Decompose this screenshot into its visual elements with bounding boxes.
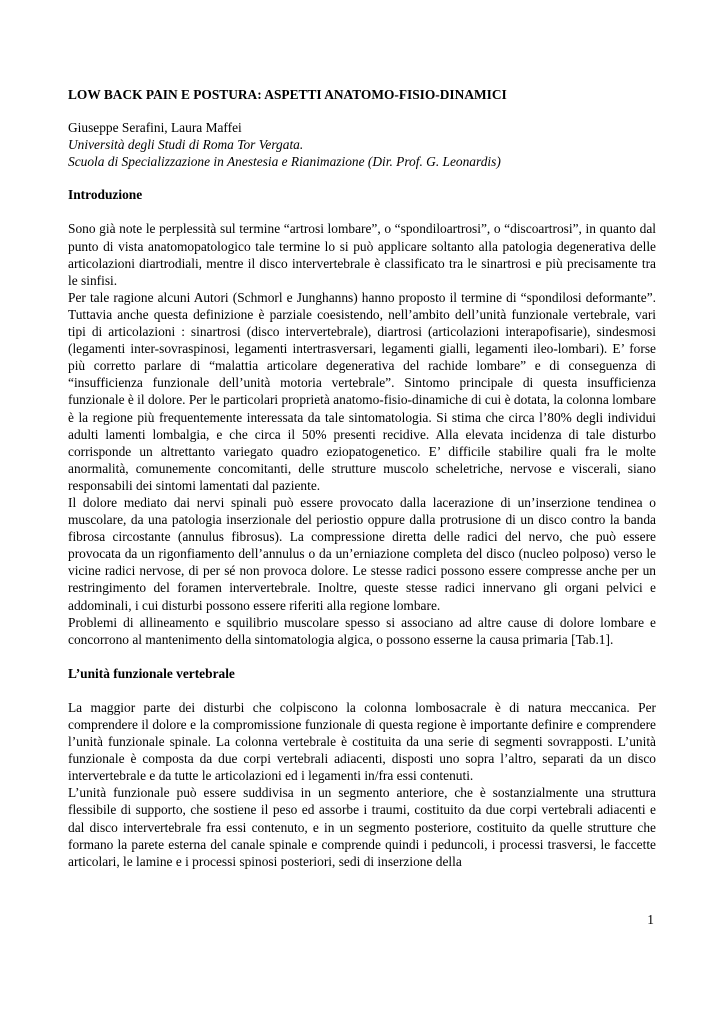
page-number: 1 bbox=[647, 912, 654, 927]
affiliation-university: Università degli Studi di Roma Tor Vergata. bbox=[68, 137, 304, 153]
paragraph: L’unità funzionale può essere suddivisa in un segmento anteriore, che è sostanzialmente una struttura flessibile di supporto, che sostiene il peso ed assorbe i traumi, costituito da due corpi vertebrali adiacenti e dal disco intervertebrale fra essi contenuto, e in un segmento posteriore, costituito da quelle strutture che formano la parete esterna del canale spinale e comprende quindi i peduncoli, i processi trasversi, le faccette articolari, le lamine e i processi spinosi posteriori, sedi di inserzione della bbox=[68, 785, 656, 869]
section-heading-introduzione: Introduzione bbox=[68, 187, 143, 203]
section-heading-unita-funzionale: L’unità funzionale vertebrale bbox=[68, 665, 235, 681]
paragraph: Il dolore mediato dai nervi spinali può essere provocato dalla lacerazione di un’inserzione tendinea o muscolare, da una patologia inserzionale del periostio oppure dalla protrusione di un disco contro la banda fibrosa circostante (annulus fibrosus). La compressione diretta delle radici del nervo, che può essere provocata da un rigonfiamento dell’annulus o da un’erniazione completa del disco (nucleo polposo) verso le vicine radici nervose, di per sé non provoca dolore. Le stesse radici possono essere compresse anche per un restringimento del foramen intervertebrale. Inoltre, queste stesse radici innervano gli organi pelvici e addominali, i cui disturbi possono essere riferiti alla regione lombare. bbox=[68, 494, 656, 613]
affiliation-school: Scuola di Specializzazione in Anestesia e Rianimazione (Dir. Prof. G. Leonardis) bbox=[68, 154, 501, 170]
paragraph: Sono già note le perplessità sul termine “artrosi lombare”, o “spondiloartrosi”, o “discoartrosi”, in quanto dal punto di vista anatomopatologico tale termine lo si può applicare soltanto alla patologia degenerativa delle articolazioni diartrodiali, mentre il disco intervertebrale è classificato tra le sinartrosi e più precisamente tra le sinfisi. bbox=[68, 221, 656, 288]
paragraph: Per tale ragione alcuni Autori (Schmorl e Junghanns) hanno proposto il termine di “spondilosi deformante”. Tuttavia anche questa definizione è parziale coesistendo, nell’ambito dell’unità funzionale vertebrale, vari tipi di articolazioni : sinartrosi (disco intervertebrale), diartrosi (articolazioni interapofisarie), sindesmosi (legamenti inter-sovraspinosi, legamenti intertrasversari, legamenti gialli, legamenti ileo-lombari). E’ forse più corretto parlare di “malattia articolare degenerativa del rachide lombare” e di conseguenza di “insufficienza funzionale dell’unità motoria vertebrale”. Sintomo principale di questa insufficienza funzionale è il dolore. Per le particolari proprietà anatomo-fisio-dinamiche di cui è dotata, la colonna lombare è la regione più frequentemente interessata da tale sintomatologia. Si stima che circa l’80% degli individui adulti lamenti lombalgia, e che circa il 50% presenti recidive. Alla elevata incidenza di tale disturbo corrisponde un altrettanto variegato quadro eziopatogenetico. E’ difficile stabilire quali fra le molte anormalità, comunemente concomitanti, delle strutture muscolo scheletriche, nervose e viscerali, siano responsabili dei sintomi lamentati dal paziente. bbox=[68, 289, 656, 493]
authors-line: Giuseppe Serafini, Laura Maffei bbox=[68, 120, 242, 136]
document-title: LOW BACK PAIN E POSTURA: ASPETTI ANATOMO-FISIO-DINAMICI bbox=[68, 87, 507, 102]
paragraph: La maggior parte dei disturbi che colpiscono la colonna lombosacrale è di natura meccanica. Per comprendere il dolore e la compromissione funzionale di questa regione è importante definire e comprendere l’unità funzionale spinale. La colonna vertebrale è costituita da una serie di segmenti sovrapposti. L’unità funzionale è composta da due corpi vertebrali adiacenti, disposti uno sopra l’altro, separati da un disco intervertebrale e da tutte le articolazioni ed i legamenti in/fra essi contenuti. bbox=[68, 699, 656, 784]
document-page bbox=[68, 86, 656, 870]
paragraph: Problemi di allineamento e squilibrio muscolare spesso si associano ad altre cause di dolore lombare e concorrono al mantenimento della sintomatologia algica, o possono esserne la causa primaria [Tab.1]. bbox=[68, 614, 656, 647]
